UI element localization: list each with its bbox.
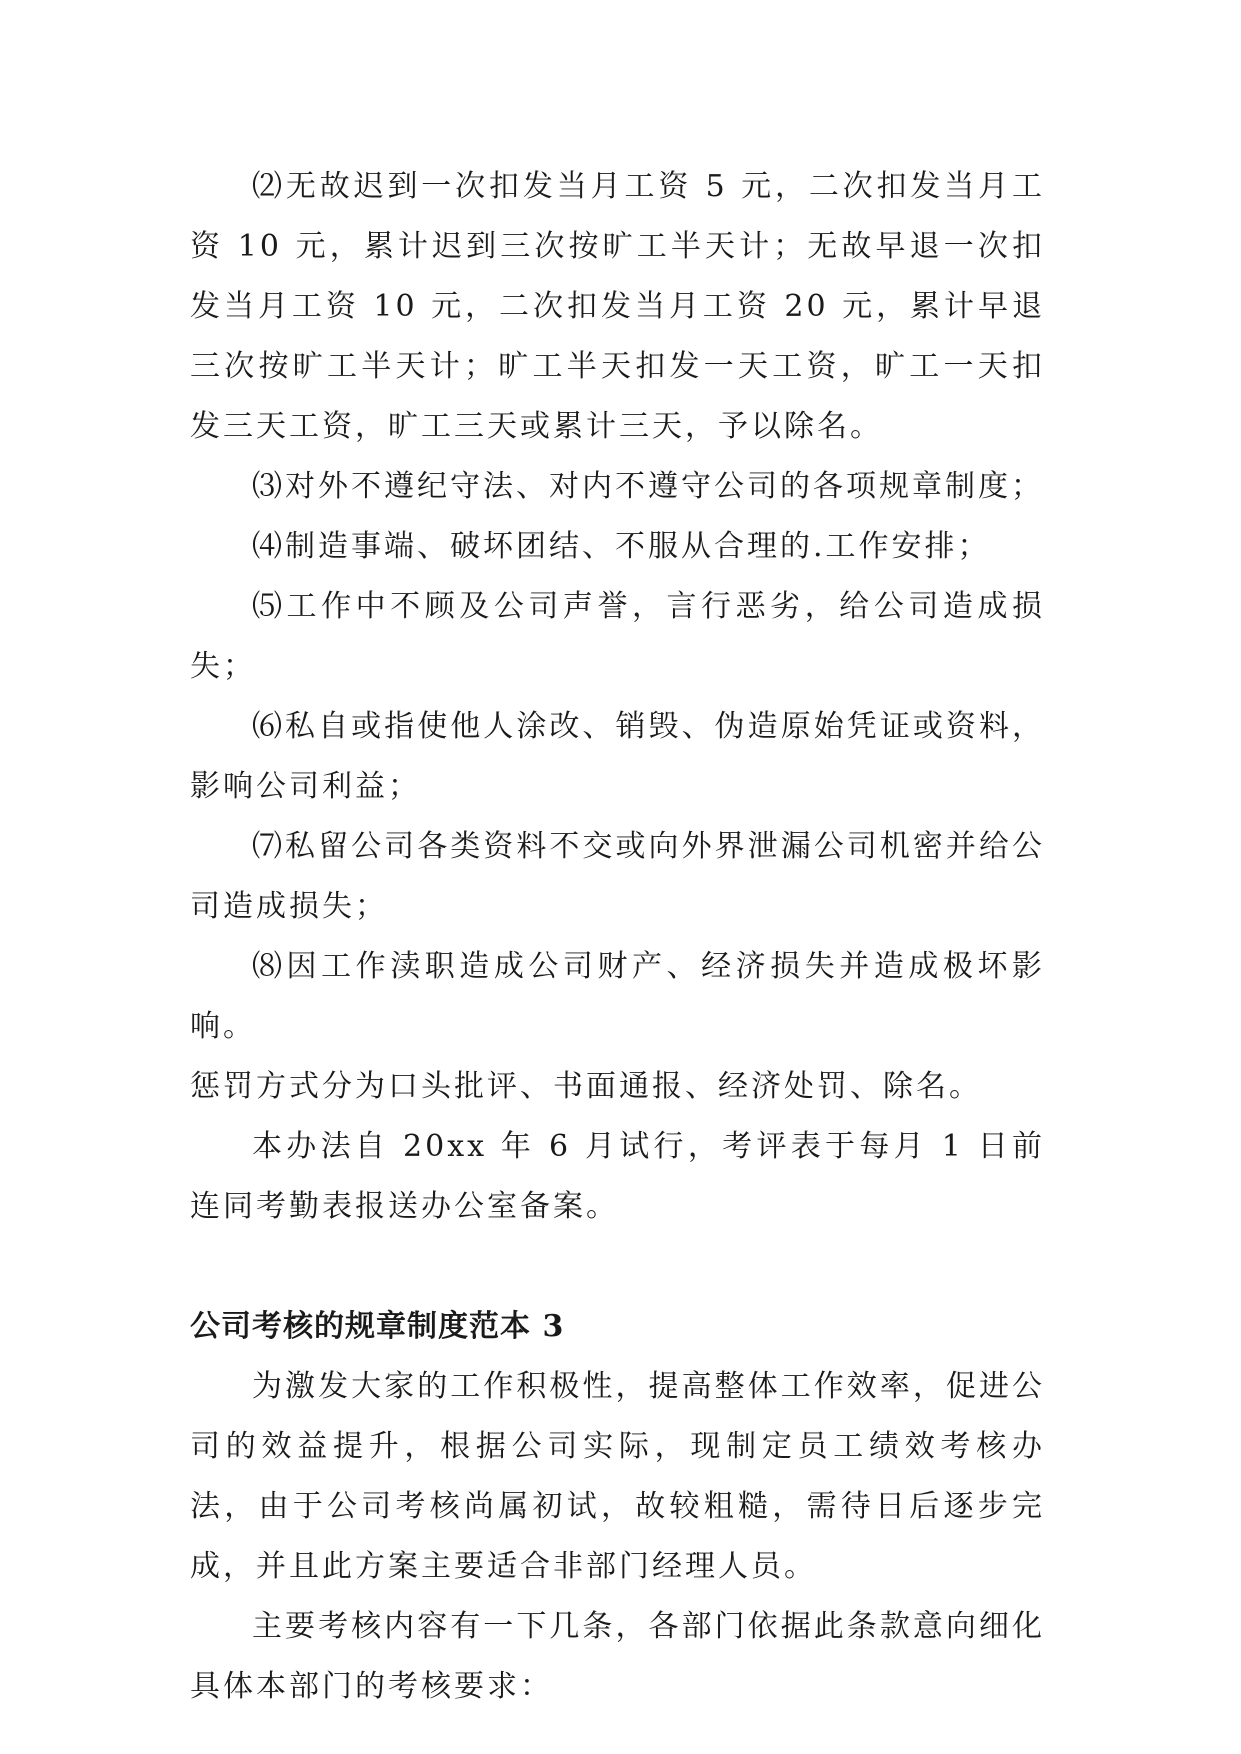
paragraph-forging-documents: ⑹私自或指使他人涂改、销毁、伪造原始凭证或资料，影响公司利益； [190,709,1045,804]
paragraph-violation-rules: ⑶对外不遵纪守法、对内不遵守公司的各项规章制度； [252,469,1044,504]
paragraph-late-early-absence-penalty: ⑵无故迟到一次扣发当月工资 5 元，二次扣发当月工资 10 元，累计迟到三次按旷工半天计；无故早退一次扣发当月工资 10 元，二次扣发当月工资 20 元，累计早退三次按旷工半天计；旷工半天扣发一天工资，旷工一天扣发三天工资，旷工三天或累计三天，予以除名。 [190,169,1045,444]
paragraph-dereliction-of-duty: ⑻因工作渎职造成公司财产、经济损失并造成极坏影响。 [190,949,1045,1044]
section-title: 公司考核的规章制度范本 3 [190,1309,565,1344]
paragraph-causing-trouble: ⑷制造事端、破坏团结、不服从合理的.工作安排； [252,529,991,564]
paragraph-leaking-secrets: ⑺私留公司各类资料不交或向外界泄漏公司机密并给公司造成损失； [190,829,1045,924]
paragraph-trial-effective-date: 本办法自 20xx 年 6 月试行，考评表于每月 1 日前连同考勤表报送办公室备案。 [190,1129,1045,1224]
document-body [190,157,1045,1717]
paragraph-punishment-methods: 惩罚方式分为口头批评、书面通报、经济处罚、除名。 [190,1069,982,1104]
paragraph-purpose: 为激发大家的工作积极性，提高整体工作效率，促进公司的效益提升，根据公司实际，现制定员工绩效考核办法，由于公司考核尚属初试，故较粗糙，需待日后逐步完成，并且此方案主要适合非部门经理人员。 [190,1369,1045,1584]
paragraph-reputation-damage: ⑸工作中不顾及公司声誉，言行恶劣，给公司造成损失； [190,589,1045,684]
paragraph-main-content-intro: 主要考核内容有一下几条，各部门依据此条款意向细化具体本部门的考核要求： [190,1609,1045,1704]
